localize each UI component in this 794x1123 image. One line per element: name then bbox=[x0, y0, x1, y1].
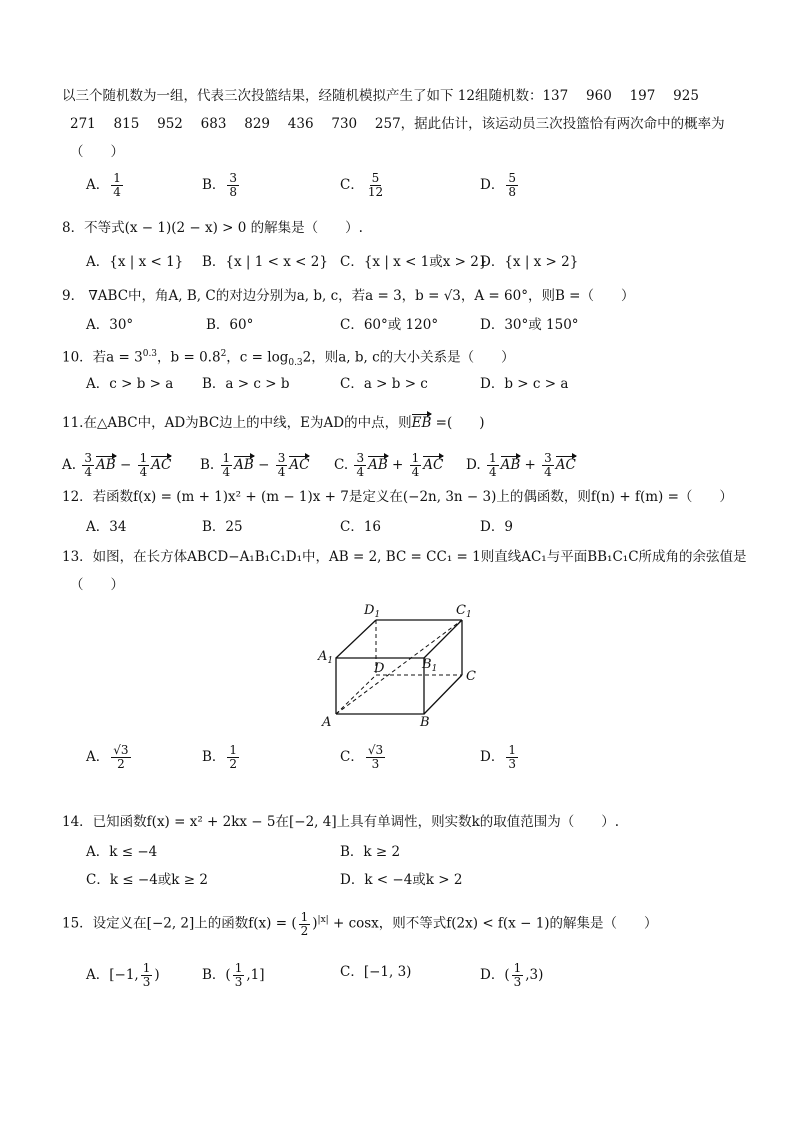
q9-stem: 9． ∇ABC中，角A, B, C的对边分别为a, b, c，若a = 3，b = √3，A = 60°，则B =（ ） bbox=[62, 288, 635, 304]
q13-paren: （ ） bbox=[70, 577, 124, 593]
q14-option-b: B．k ≥ 2 bbox=[340, 844, 401, 860]
cuboid-figure bbox=[310, 598, 490, 733]
q15-stem: 15．设定义在[−2, 2]上的函数f(x) = ( $\frac{1}{2}$ )$^{|x|}$ + cosx，则不等式f(2x) < f(x − 1)的解集是（ ） bbox=[62, 909, 658, 938]
q10-option-a: A．c > b > a bbox=[86, 376, 174, 392]
q12-stem: 12．若函数f(x) = (m + 1)x² + (m − 1)x + 7是定义在(−2n, 3n − 3)上的偶函数，则f(n) + f(m) =（ ） bbox=[62, 489, 733, 505]
diagonal-a-c1 bbox=[336, 620, 462, 714]
q7-option-a: A． $\frac{1}{4}$ bbox=[86, 171, 121, 199]
label-d: D bbox=[374, 661, 385, 676]
q11-option-a: A. $\frac{3}{4}$ AB − $\frac{1}{4}$ AC bbox=[62, 451, 172, 479]
q11-stem: 11.在△ABC中，AD为BC边上的中线，E为AD的中点，则EB =( ) bbox=[62, 415, 485, 431]
edge-a-d bbox=[336, 675, 376, 714]
q14-option-a: A．k ≤ −4 bbox=[86, 844, 158, 860]
q10-stem: 10．若$a = 3^{0.3}$，$b = 0.8^2$，$c = \log_{0.3}2$，则a, b, c的大小关系是（ ） bbox=[62, 349, 515, 369]
q14-option-d: D．k < −4或k > 2 bbox=[340, 872, 463, 888]
q9-option-a: A．30° bbox=[86, 317, 134, 333]
q10-option-d: D．b > c > a bbox=[480, 376, 569, 392]
vector-eb: EB bbox=[411, 415, 432, 431]
q7-option-d: D． $\frac{5}{8}$ bbox=[480, 171, 516, 199]
label-b: B bbox=[420, 715, 430, 730]
label-a: A bbox=[322, 715, 332, 730]
edge-a1-d1 bbox=[336, 620, 376, 658]
q7-line2: 271 815 952 683 829 436 730 257，据此估计，该运动员三次投篮恰有两次命中的概率为 bbox=[70, 116, 725, 132]
q8-option-b: B．{x | 1 < x < 2} bbox=[202, 254, 328, 270]
q9-option-d: D．30°或 150° bbox=[480, 317, 579, 333]
q9-option-b: B．60° bbox=[206, 317, 254, 333]
q10-option-c: C．a > b > c bbox=[340, 376, 428, 392]
q12-option-d: D．9 bbox=[480, 519, 513, 535]
q11-option-d: D. $\frac{1}{4}$ AB + $\frac{3}{4}$ AC bbox=[466, 451, 576, 479]
q13-option-d: D． $\frac{1}{3}$ bbox=[480, 743, 516, 771]
q8-option-a: A．{x | x < 1} bbox=[86, 254, 184, 270]
q7-line1: 以三个随机数为一组，代表三次投篮结果，经随机模拟产生了如下 12组随机数：137 960 197 925 bbox=[62, 88, 699, 104]
q15-option-d: D．( $\frac{1}{3}$ ,3) bbox=[480, 961, 544, 989]
q8-option-c: C．{x | x < 1或x > 2} bbox=[340, 254, 488, 270]
q7-option-c: C． $\frac{5}{12}$ bbox=[340, 171, 384, 199]
edge-b1-c1 bbox=[424, 620, 462, 658]
q13-option-b: B． $\frac{1}{2}$ bbox=[202, 743, 238, 771]
label-b1: $B_1$ bbox=[422, 657, 438, 674]
q13-option-a: A． $\frac{√3}{2}$ bbox=[86, 743, 129, 771]
q12-option-b: B．25 bbox=[202, 519, 243, 535]
q15-option-a: A．[−1, $\frac{1}{3}$ ) bbox=[86, 961, 160, 989]
label-d1: $D_1$ bbox=[364, 603, 381, 620]
q7-option-b: B． $\frac{3}{8}$ bbox=[202, 171, 238, 199]
label-a1: $A_1$ bbox=[318, 649, 334, 666]
q14-option-c: C．k ≤ −4或k ≥ 2 bbox=[86, 872, 208, 888]
q10-option-b: B．a > c > b bbox=[202, 376, 290, 392]
q12-option-a: A．34 bbox=[86, 519, 127, 535]
q11-option-b: B. $\frac{1}{4}$ AB − $\frac{3}{4}$ AC bbox=[200, 451, 310, 479]
label-c1: $C_1$ bbox=[456, 603, 472, 620]
q8-stem: 8．不等式(x − 1)(2 − x) > 0 的解集是（ ）. bbox=[62, 220, 363, 236]
q15-option-c: C．[−1, 3) bbox=[340, 964, 412, 980]
q15-option-b: B．( $\frac{1}{3}$ ,1] bbox=[202, 961, 265, 989]
q13-line1: 13．如图，在长方体ABCD−A₁B₁C₁D₁中，AB = 2, BC = CC₁ = 1则直线AC₁与平面BB₁C₁C所成角的余弦值是 bbox=[62, 549, 747, 565]
q9-option-c: C．60°或 120° bbox=[340, 317, 439, 333]
q8-option-d: D．{x | x > 2} bbox=[480, 254, 579, 270]
q11-option-c: C. $\frac{3}{4}$ AB + $\frac{1}{4}$ AC bbox=[334, 451, 444, 479]
edge-b-c bbox=[424, 675, 462, 714]
q12-option-c: C．16 bbox=[340, 519, 382, 535]
q13-option-c: C． $\frac{√3}{3}$ bbox=[340, 743, 384, 771]
q14-stem: 14．已知函数f(x) = x² + 2kx − 5在[−2, 4]上具有单调性，则实数k的取值范围为（ ）. bbox=[62, 814, 620, 830]
q7-paren: （ ） bbox=[70, 144, 124, 160]
label-c: C bbox=[466, 669, 476, 684]
